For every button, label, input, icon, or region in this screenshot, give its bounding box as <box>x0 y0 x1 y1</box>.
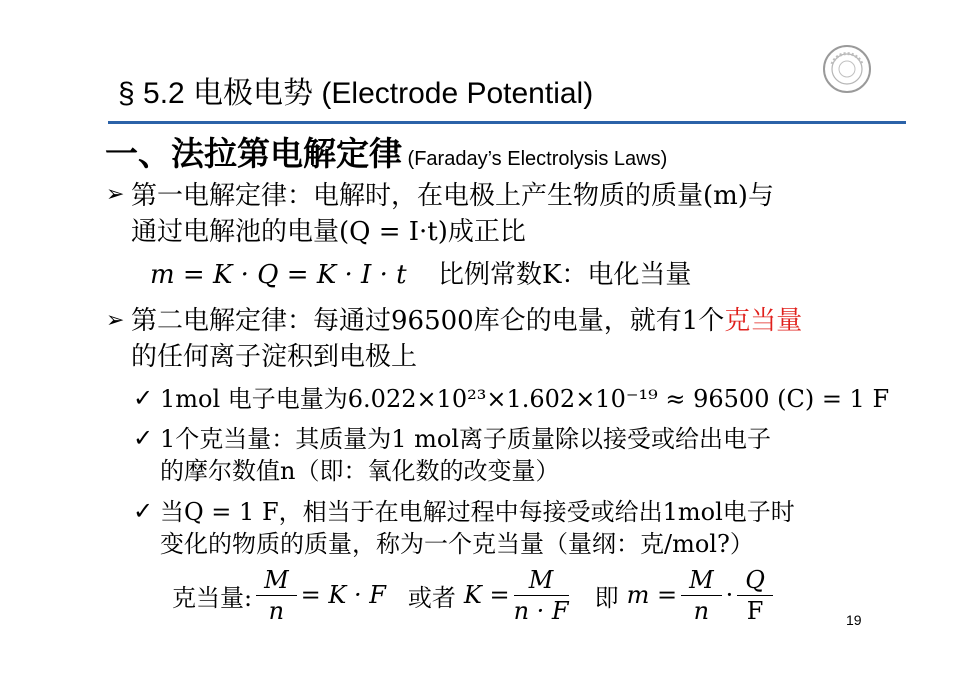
formula-ie: 即 <box>594 583 619 612</box>
fraction-numerator: Q <box>737 565 773 596</box>
law1-formula: m = K · Q = K · I · t <box>150 260 407 290</box>
formula-m-lhs: m = <box>626 581 678 609</box>
page-number: 19 <box>846 612 862 628</box>
law2-highlight: 克当量 <box>724 306 803 336</box>
fraction-m-over-n <box>256 565 297 626</box>
bullet-faraday-line1: 当Q = 1 F，相当于在电解过程中每接受或给出1mol电子时 <box>160 498 795 526</box>
bullet-gram-equivalent-line1: 1个克当量：其质量为1 mol离子质量除以接受或给出电子 <box>160 425 772 453</box>
title-section: § 5.2 电极电势 <box>118 77 314 110</box>
fraction-numerator: M <box>256 565 297 596</box>
formula-dot: · <box>725 581 734 609</box>
slide-title <box>118 68 593 112</box>
bullet-gram-equivalent-line2: 的摩尔数值n（即：氧化数的改变量） <box>160 457 560 485</box>
fraction-m-over-nf <box>514 565 569 626</box>
fraction-numerator: M <box>681 565 722 596</box>
bullet-faraday-line2: 变化的物质的质量，称为一个克当量（量纲：克/mol?） <box>160 530 754 558</box>
heading-text: 一、法拉第电解定律 <box>105 134 402 173</box>
section-heading <box>105 128 667 175</box>
arrow-bullet-icon: ➢ <box>106 182 125 207</box>
checkmark-icon: ✓ <box>133 384 154 412</box>
checkmark-icon: ✓ <box>133 424 154 452</box>
heading-english: (Faraday’s Electrolysis Laws) <box>402 148 668 170</box>
bullet-electron-charge: 1mol 电子电量为6.022×10²³×1.602×10⁻¹⁹ ≈ 96500 (C) = 1 F <box>160 385 890 413</box>
arrow-bullet-icon: ➢ <box>106 308 125 333</box>
formula-or: 或者 <box>407 583 456 612</box>
formula-k-lhs: K = <box>463 581 510 609</box>
fraction-denominator: F <box>746 596 764 625</box>
fraction-denominator: n <box>693 596 710 625</box>
fraction-numerator: M <box>514 565 569 596</box>
law1-note: 比例常数K：电化当量 <box>438 260 692 290</box>
formula-rhs: = K · F <box>300 581 386 609</box>
law1-line2: 通过电解池的电量(Q = I·t)成正比 <box>131 217 526 247</box>
formula-label: 克当量: <box>172 583 253 612</box>
law2-line1 <box>131 303 802 339</box>
fraction-q-over-f <box>737 565 773 626</box>
university-seal-icon <box>822 44 872 94</box>
fraction-denominator: n · F <box>513 596 569 625</box>
fraction-denominator: n <box>268 596 285 625</box>
checkmark-icon: ✓ <box>133 497 154 525</box>
title-divider <box>108 121 906 124</box>
law2-line2: 的任何离子淀积到电极上 <box>131 342 418 372</box>
law1-line1: 第一电解定律：电解时，在电极上产生物质的质量(m)与 <box>131 181 774 211</box>
law2-line1-text: 第二电解定律：每通过96500库仑的电量，就有1个 <box>131 306 725 336</box>
fraction-m-over-n-2 <box>681 565 722 626</box>
title-english: (Electrode Potential) <box>313 77 594 110</box>
formula-row <box>172 560 777 630</box>
